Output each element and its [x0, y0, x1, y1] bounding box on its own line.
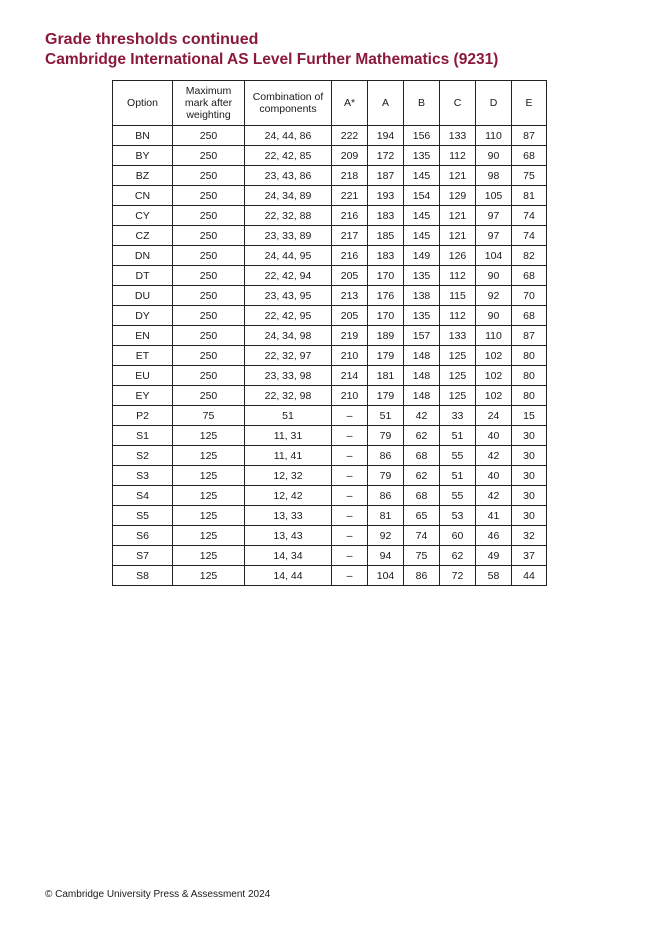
table-row [113, 466, 547, 486]
cell-a-star: 221 [332, 186, 368, 206]
table-row [113, 386, 547, 406]
table-row [113, 186, 547, 206]
cell-e: 68 [512, 146, 547, 166]
cell-option: CY [113, 206, 173, 226]
cell-option: CN [113, 186, 173, 206]
cell-max-mark: 250 [173, 126, 245, 146]
cell-option: BN [113, 126, 173, 146]
cell-e: 82 [512, 246, 547, 266]
cell-a-star: – [332, 446, 368, 466]
cell-a: 189 [368, 326, 404, 346]
cell-b: 148 [404, 346, 440, 366]
cell-d: 104 [476, 246, 512, 266]
cell-b: 145 [404, 166, 440, 186]
cell-a: 179 [368, 346, 404, 366]
cell-e: 80 [512, 386, 547, 406]
cell-e: 70 [512, 286, 547, 306]
cell-d: 90 [476, 146, 512, 166]
cell-max-mark: 250 [173, 306, 245, 326]
column-header-a: A [368, 81, 404, 126]
cell-a: 176 [368, 286, 404, 306]
cell-a: 79 [368, 466, 404, 486]
table-row [113, 426, 547, 446]
cell-a: 51 [368, 406, 404, 426]
cell-c: 72 [440, 566, 476, 586]
cell-b: 135 [404, 266, 440, 286]
cell-max-mark: 250 [173, 166, 245, 186]
cell-d: 41 [476, 506, 512, 526]
cell-a: 187 [368, 166, 404, 186]
cell-combination: 24, 34, 98 [245, 326, 332, 346]
cell-a-star: – [332, 406, 368, 426]
table-row [113, 166, 547, 186]
cell-option: S3 [113, 466, 173, 486]
cell-a: 86 [368, 486, 404, 506]
cell-max-mark: 125 [173, 526, 245, 546]
table-row [113, 446, 547, 466]
cell-e: 30 [512, 466, 547, 486]
cell-b: 148 [404, 386, 440, 406]
table-row [113, 126, 547, 146]
cell-a-star: – [332, 506, 368, 526]
cell-option: ET [113, 346, 173, 366]
cell-a-star: 216 [332, 206, 368, 226]
cell-option: EN [113, 326, 173, 346]
table-row [113, 326, 547, 346]
cell-max-mark: 250 [173, 226, 245, 246]
cell-combination: 23, 33, 98 [245, 366, 332, 386]
cell-c: 112 [440, 306, 476, 326]
cell-c: 133 [440, 326, 476, 346]
cell-b: 42 [404, 406, 440, 426]
cell-c: 115 [440, 286, 476, 306]
cell-b: 135 [404, 306, 440, 326]
cell-option: S8 [113, 566, 173, 586]
cell-option: DT [113, 266, 173, 286]
cell-max-mark: 125 [173, 506, 245, 526]
cell-c: 129 [440, 186, 476, 206]
cell-c: 53 [440, 506, 476, 526]
cell-d: 97 [476, 206, 512, 226]
cell-a-star: 205 [332, 266, 368, 286]
cell-combination: 12, 42 [245, 486, 332, 506]
cell-option: DY [113, 306, 173, 326]
cell-a: 86 [368, 446, 404, 466]
table-row [113, 526, 547, 546]
cell-a: 183 [368, 246, 404, 266]
cell-option: EU [113, 366, 173, 386]
cell-a-star: 219 [332, 326, 368, 346]
cell-d: 49 [476, 546, 512, 566]
cell-b: 135 [404, 146, 440, 166]
cell-b: 62 [404, 426, 440, 446]
cell-d: 110 [476, 126, 512, 146]
cell-max-mark: 250 [173, 266, 245, 286]
cell-combination: 22, 32, 88 [245, 206, 332, 226]
table-row [113, 306, 547, 326]
cell-e: 30 [512, 446, 547, 466]
cell-combination: 23, 43, 95 [245, 286, 332, 306]
cell-option: EY [113, 386, 173, 406]
cell-a: 170 [368, 306, 404, 326]
cell-c: 125 [440, 346, 476, 366]
cell-c: 125 [440, 386, 476, 406]
cell-max-mark: 250 [173, 366, 245, 386]
column-header-combination: Combination of components [245, 81, 332, 126]
cell-combination: 24, 44, 95 [245, 246, 332, 266]
cell-d: 102 [476, 346, 512, 366]
cell-d: 102 [476, 386, 512, 406]
cell-b: 86 [404, 566, 440, 586]
cell-combination: 14, 44 [245, 566, 332, 586]
cell-d: 105 [476, 186, 512, 206]
cell-e: 80 [512, 346, 547, 366]
grade-thresholds-table [112, 80, 547, 586]
cell-combination: 22, 32, 97 [245, 346, 332, 366]
cell-max-mark: 250 [173, 326, 245, 346]
cell-a: 181 [368, 366, 404, 386]
cell-d: 42 [476, 486, 512, 506]
cell-a-star: – [332, 486, 368, 506]
cell-a: 92 [368, 526, 404, 546]
cell-a-star: – [332, 466, 368, 486]
cell-a: 172 [368, 146, 404, 166]
cell-option: S4 [113, 486, 173, 506]
cell-max-mark: 250 [173, 286, 245, 306]
table-row [113, 206, 547, 226]
cell-max-mark: 75 [173, 406, 245, 426]
cell-combination: 14, 34 [245, 546, 332, 566]
cell-combination: 24, 44, 86 [245, 126, 332, 146]
cell-c: 121 [440, 206, 476, 226]
cell-option: S2 [113, 446, 173, 466]
cell-combination: 22, 42, 95 [245, 306, 332, 326]
cell-e: 74 [512, 226, 547, 246]
cell-e: 68 [512, 306, 547, 326]
cell-combination: 22, 32, 98 [245, 386, 332, 406]
cell-max-mark: 125 [173, 466, 245, 486]
cell-e: 15 [512, 406, 547, 426]
cell-combination: 22, 42, 94 [245, 266, 332, 286]
cell-combination: 23, 43, 86 [245, 166, 332, 186]
cell-max-mark: 250 [173, 186, 245, 206]
cell-e: 87 [512, 126, 547, 146]
table-row [113, 506, 547, 526]
cell-b: 62 [404, 466, 440, 486]
cell-c: 112 [440, 266, 476, 286]
cell-d: 97 [476, 226, 512, 246]
cell-c: 125 [440, 366, 476, 386]
cell-b: 149 [404, 246, 440, 266]
cell-a-star: 218 [332, 166, 368, 186]
cell-a: 193 [368, 186, 404, 206]
cell-max-mark: 125 [173, 546, 245, 566]
column-header-a-star: A* [332, 81, 368, 126]
cell-combination: 11, 31 [245, 426, 332, 446]
cell-d: 98 [476, 166, 512, 186]
cell-combination: 11, 41 [245, 446, 332, 466]
cell-b: 157 [404, 326, 440, 346]
cell-b: 154 [404, 186, 440, 206]
table-body [113, 126, 547, 586]
page-subtitle: Cambridge International AS Level Further Mathematics (9231) [45, 51, 499, 68]
cell-a: 104 [368, 566, 404, 586]
cell-a-star: 222 [332, 126, 368, 146]
cell-max-mark: 125 [173, 566, 245, 586]
cell-max-mark: 125 [173, 426, 245, 446]
cell-combination: 51 [245, 406, 332, 426]
cell-c: 51 [440, 466, 476, 486]
cell-c: 51 [440, 426, 476, 446]
column-header-d: D [476, 81, 512, 126]
page-title: Grade thresholds continued [45, 31, 259, 48]
cell-a-star: – [332, 526, 368, 546]
cell-option: S7 [113, 546, 173, 566]
cell-a: 179 [368, 386, 404, 406]
cell-c: 121 [440, 166, 476, 186]
cell-b: 156 [404, 126, 440, 146]
cell-a: 81 [368, 506, 404, 526]
cell-option: S6 [113, 526, 173, 546]
cell-a-star: 209 [332, 146, 368, 166]
cell-option: S5 [113, 506, 173, 526]
cell-d: 58 [476, 566, 512, 586]
cell-d: 92 [476, 286, 512, 306]
cell-a: 94 [368, 546, 404, 566]
cell-combination: 13, 43 [245, 526, 332, 546]
cell-d: 90 [476, 306, 512, 326]
cell-a-star: – [332, 546, 368, 566]
cell-max-mark: 125 [173, 486, 245, 506]
table-row [113, 286, 547, 306]
cell-combination: 13, 33 [245, 506, 332, 526]
table-row [113, 366, 547, 386]
cell-option: P2 [113, 406, 173, 426]
cell-e: 75 [512, 166, 547, 186]
cell-b: 148 [404, 366, 440, 386]
copyright-footer: © Cambridge University Press & Assessment 2024 [45, 889, 271, 900]
cell-option: CZ [113, 226, 173, 246]
cell-max-mark: 250 [173, 246, 245, 266]
table-row [113, 226, 547, 246]
cell-a-star: 213 [332, 286, 368, 306]
table-row [113, 266, 547, 286]
cell-c: 133 [440, 126, 476, 146]
cell-e: 30 [512, 426, 547, 446]
cell-c: 112 [440, 146, 476, 166]
cell-e: 81 [512, 186, 547, 206]
cell-option: DU [113, 286, 173, 306]
table-header-row [113, 81, 547, 126]
cell-a-star: – [332, 426, 368, 446]
cell-d: 40 [476, 426, 512, 446]
cell-combination: 23, 33, 89 [245, 226, 332, 246]
cell-a: 170 [368, 266, 404, 286]
cell-d: 42 [476, 446, 512, 466]
cell-e: 80 [512, 366, 547, 386]
table-row [113, 406, 547, 426]
cell-combination: 24, 34, 89 [245, 186, 332, 206]
cell-combination: 22, 42, 85 [245, 146, 332, 166]
cell-a: 183 [368, 206, 404, 226]
cell-e: 30 [512, 486, 547, 506]
cell-d: 102 [476, 366, 512, 386]
cell-c: 121 [440, 226, 476, 246]
cell-b: 138 [404, 286, 440, 306]
cell-a-star: 214 [332, 366, 368, 386]
cell-d: 24 [476, 406, 512, 426]
cell-a-star: 216 [332, 246, 368, 266]
table-row [113, 566, 547, 586]
cell-option: S1 [113, 426, 173, 446]
cell-a-star: – [332, 566, 368, 586]
cell-d: 110 [476, 326, 512, 346]
column-header-max-mark: Maximum mark after weighting [173, 81, 245, 126]
cell-c: 55 [440, 486, 476, 506]
cell-c: 60 [440, 526, 476, 546]
cell-max-mark: 250 [173, 386, 245, 406]
cell-d: 40 [476, 466, 512, 486]
cell-b: 145 [404, 226, 440, 246]
cell-max-mark: 125 [173, 446, 245, 466]
table-row [113, 346, 547, 366]
cell-a: 79 [368, 426, 404, 446]
cell-max-mark: 250 [173, 206, 245, 226]
cell-e: 30 [512, 506, 547, 526]
cell-e: 44 [512, 566, 547, 586]
table-row [113, 486, 547, 506]
cell-b: 65 [404, 506, 440, 526]
table-row [113, 246, 547, 266]
table-row [113, 546, 547, 566]
cell-b: 75 [404, 546, 440, 566]
cell-a: 194 [368, 126, 404, 146]
cell-b: 68 [404, 486, 440, 506]
cell-combination: 12, 32 [245, 466, 332, 486]
cell-d: 46 [476, 526, 512, 546]
cell-option: DN [113, 246, 173, 266]
cell-max-mark: 250 [173, 346, 245, 366]
cell-e: 74 [512, 206, 547, 226]
column-header-c: C [440, 81, 476, 126]
cell-a: 185 [368, 226, 404, 246]
cell-a-star: 205 [332, 306, 368, 326]
column-header-e: E [512, 81, 547, 126]
table-row [113, 146, 547, 166]
column-header-option: Option [113, 81, 173, 126]
cell-a-star: 210 [332, 346, 368, 366]
cell-d: 90 [476, 266, 512, 286]
cell-e: 37 [512, 546, 547, 566]
cell-c: 126 [440, 246, 476, 266]
cell-c: 55 [440, 446, 476, 466]
cell-option: BZ [113, 166, 173, 186]
cell-option: BY [113, 146, 173, 166]
cell-max-mark: 250 [173, 146, 245, 166]
cell-b: 74 [404, 526, 440, 546]
cell-a-star: 217 [332, 226, 368, 246]
column-header-b: B [404, 81, 440, 126]
cell-a-star: 210 [332, 386, 368, 406]
cell-e: 68 [512, 266, 547, 286]
cell-e: 87 [512, 326, 547, 346]
cell-b: 145 [404, 206, 440, 226]
cell-c: 33 [440, 406, 476, 426]
cell-e: 32 [512, 526, 547, 546]
cell-c: 62 [440, 546, 476, 566]
cell-b: 68 [404, 446, 440, 466]
